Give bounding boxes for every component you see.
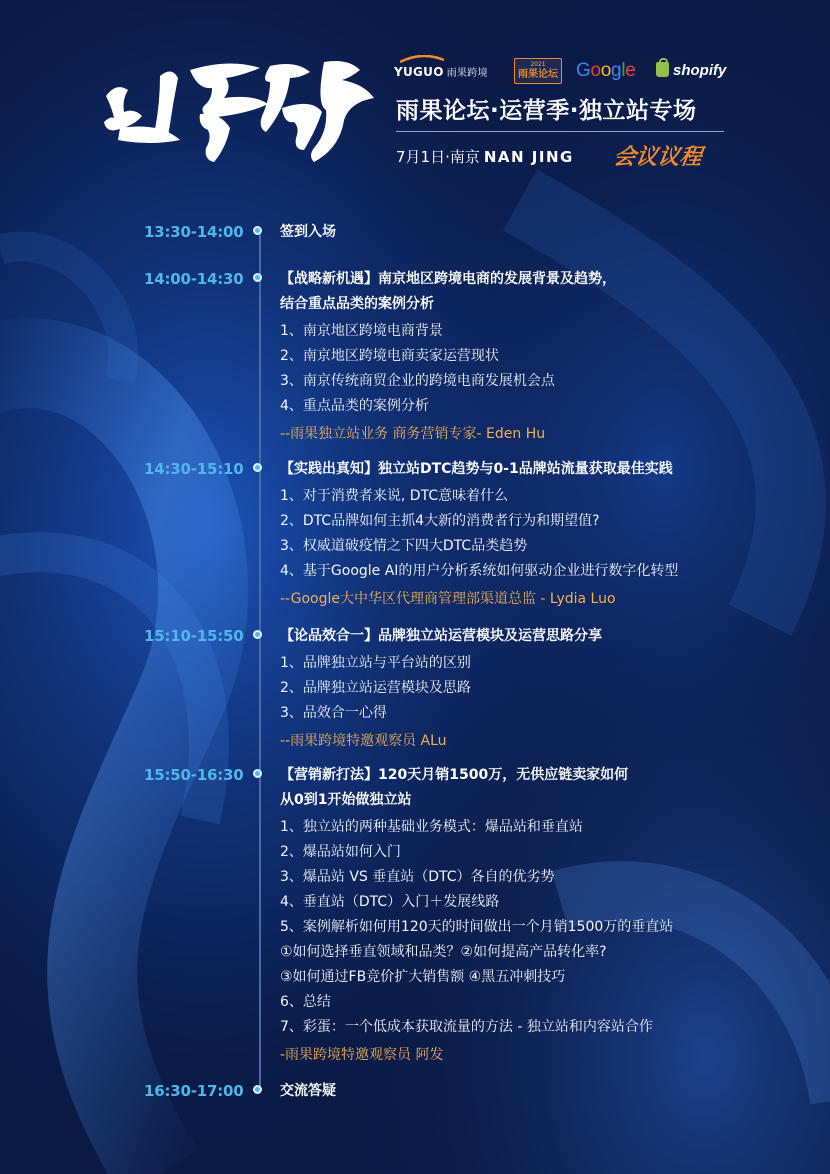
session-time: 14:30-15:10 <box>144 460 244 478</box>
list-item: 3、爆品站 VS 垂直站（DTC）各自的优劣势 <box>280 869 555 885</box>
session-heading: 【营销新打法】120天月销1500万，无供应链卖家如何 <box>280 767 629 783</box>
agenda-label: 会议议程 <box>611 145 704 170</box>
timeline-dot-icon <box>253 273 262 282</box>
session-time: 14:00-14:30 <box>144 270 244 288</box>
list-item: 1、对于消费者来说, DTC意味着什么 <box>280 488 509 504</box>
yuguo-logo-en: YUGUO <box>394 65 444 79</box>
list-item: 3、南京传统商贸企业的跨境电商发展机会点 <box>280 373 555 389</box>
timeline-dot-icon <box>253 769 262 778</box>
session-heading: 交流答疑 <box>280 1083 336 1099</box>
list-item: ③如何通过FB竞价扩大销售额 ④黑五冲刺技巧 <box>280 969 566 985</box>
forum-logo-name: 雨果论坛 <box>518 69 558 80</box>
timeline-dot-icon <box>253 463 262 472</box>
list-item: 6、总结 <box>280 994 331 1010</box>
list-item: 2、南京地区跨境电商卖家运营现状 <box>280 348 499 364</box>
forum-logo-year: 2021 <box>530 61 546 68</box>
session-heading: 从0到1开始做独立站 <box>280 792 412 808</box>
session-time: 15:50-16:30 <box>144 766 244 784</box>
event-city-en: NAN JING <box>483 148 574 166</box>
list-item: 3、品效合一心得 <box>280 705 387 721</box>
session-speaker: --雨果跨境特邀观察员 ALu <box>280 733 447 749</box>
list-item: 4、垂直站（DTC）入门＋发展线路 <box>280 894 500 910</box>
session-topic-list <box>280 484 678 584</box>
shopify-logo-text: shopify <box>673 62 727 79</box>
timeline-dot-icon <box>253 630 262 639</box>
session-heading: 【战略新机遇】南京地区跨境电商的发展背景及趋势， <box>280 271 616 287</box>
list-item: 1、南京地区跨境电商背景 <box>280 323 443 339</box>
timeline-dot-icon <box>253 1085 262 1094</box>
timeline-line <box>259 230 261 1092</box>
session-time: 15:10-15:50 <box>144 627 244 645</box>
session-speaker: --Google大中华区代理商管理部渠道总监 - Lydia Luo <box>280 591 616 607</box>
session-heading: 【实践出真知】独立站DTC趋势与0-1品牌站流量获取最佳实践 <box>280 461 673 477</box>
session-time: 16:30-17:00 <box>144 1082 244 1100</box>
list-item: 7、彩蛋：一个低成本获取流量的方法 - 独立站和内容站合作 <box>280 1019 653 1035</box>
list-item: 4、重点品类的案例分析 <box>280 398 429 414</box>
list-item: 1、品牌独立站与平台站的区别 <box>280 655 471 671</box>
session-heading: 结合重点品类的案例分析 <box>280 296 434 312</box>
session-heading: 签到入场 <box>280 224 336 240</box>
session-topic-list <box>280 651 471 726</box>
session-heading: 【论品效合一】品牌独立站运营模块及运营思路分享 <box>280 628 602 644</box>
session-speaker: -雨果跨境特邀观察员 阿发 <box>280 1047 444 1063</box>
session-topic-list <box>280 815 673 1040</box>
event-date: 7月1日·南京 <box>396 148 480 166</box>
session-speaker: --雨果独立站业务 商务营销专家- Eden Hu <box>280 426 546 442</box>
event-title: 雨果论坛·运营季·独立站专场 <box>396 98 697 124</box>
list-item: 2、DTC品牌如何主抓4大新的消费者行为和期望值? <box>280 513 600 529</box>
list-item: 3、权威道破疫情之下四大DTC品类趋势 <box>280 538 528 554</box>
list-item: 4、基于Google AI的用户分析系统如何驱动企业进行数字化转型 <box>280 563 679 579</box>
session-time: 13:30-14:00 <box>144 223 244 241</box>
list-item: 1、独立站的两种基础业务模式：爆品站和垂直站 <box>280 819 583 835</box>
timeline-dot-icon <box>253 226 262 235</box>
yuguo-logo-cn: 雨果跨境 <box>446 68 488 79</box>
list-item: 5、案例解析如何用120天的时间做出一个月销1500万的垂直站 <box>280 919 674 935</box>
google-logo: Google <box>576 60 636 81</box>
list-item: 2、爆品站如何入门 <box>280 844 401 860</box>
list-item: 2、品牌独立站运营模块及思路 <box>280 680 471 696</box>
session-topic-list <box>280 319 555 419</box>
list-item: ①如何选择垂直领域和品类？②如何提高产品转化率? <box>280 944 607 960</box>
